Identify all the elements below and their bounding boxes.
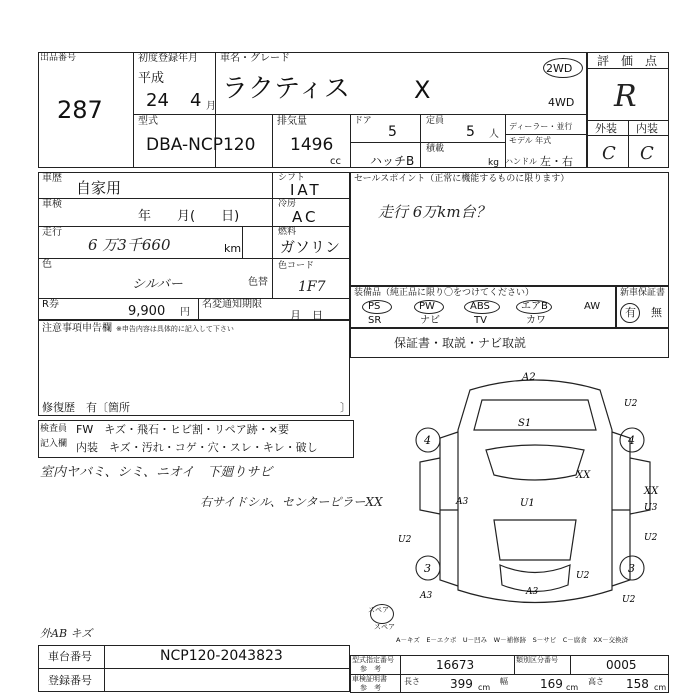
equip-pw: PW [419,301,435,312]
mileage-unit: km [224,242,242,255]
repair-close: 〕 [340,401,351,414]
color-change-label: 色替 [248,277,268,288]
class-label: 類別区分番号 [516,656,558,664]
cc-unit: cc [330,156,341,167]
lot-label: 出品番号 [40,53,77,63]
equip-navi: ナビ [420,315,440,326]
inspector-note3: 外AB キズ [40,627,93,640]
type-label: 型式 [138,116,158,127]
model-grade-label: 車名・グレード [220,53,290,64]
cm-1: cm [478,683,491,692]
reg-month: 4 [190,90,202,111]
recycle-label: R券 [42,299,59,310]
reg-no-label: 登録番号 [48,674,92,687]
history: 自家用 [76,179,122,197]
exterior-grade: C [602,143,616,164]
capacity: 5 [466,124,475,140]
height: 158 [626,677,649,691]
inspection-label: 車検 [42,199,62,210]
tire-fr: 4 [628,434,635,447]
type-code: DBA-NCP120 [146,135,256,155]
capacity-unit: 人 [489,129,499,140]
damage-legend: A－キズ E－エクボ U－凹み W－補修跡 S－サビ C－腐食 XX－交換済 [396,636,629,644]
ref-label-2: 参 考 [360,684,381,692]
ac: AC [292,208,319,226]
color-label: 色 [42,259,52,270]
reg-year: 24 [146,90,169,111]
history-label: 車歴 [42,173,62,184]
model-spec-label: 型式指定番号 [352,656,394,664]
mark-s1: S1 [518,418,532,429]
era: 平成 [138,71,165,86]
class-no: 0005 [606,658,637,672]
mark-a2: A2 [522,372,536,383]
lot-number: 287 [57,96,103,124]
mark-a3-left: A3 [456,497,469,507]
notice-subtitle: ※申告内容は具体的に記入して下さい [116,325,234,333]
fuel: ガソリン [280,238,341,256]
door-label: ドア [354,116,372,126]
displacement-label: 排気量 [277,116,307,127]
fuel-label: 燃料 [278,227,297,237]
inspector-row2: 内装 キズ・汚れ・コゲ・穴・スレ・キレ・破し [76,441,318,454]
equip-aw: AW [584,301,601,312]
warranty-yes: 有 [625,306,636,319]
shift: IAT [290,181,322,199]
recycle-unit: 円 [180,307,190,318]
mark-a3-rear: A3 [526,587,539,597]
width: 169 [540,677,563,691]
name-change: 月 日 [290,309,323,322]
inspector-label2: 記入欄 [40,439,68,449]
new-warranty-title: 新車保証書 [620,288,666,298]
sales-point-box [350,172,669,286]
chassis-label: 車台番号 [48,650,92,663]
model-spec: 16673 [436,658,475,672]
warranty-no: 無 [651,306,662,319]
inspector-row1: FW キズ・飛石・ヒビ割・リペア跡・×要 [76,423,289,436]
handle-value: 左・右 [540,155,573,168]
spare-mark: スペア [368,606,389,614]
inspection: 年 月( 日) [138,209,240,224]
mark-xx-2: XX [644,486,659,497]
model-year-label: モデル 年式 [509,136,552,145]
mark-u2-front: U2 [624,399,638,409]
sales-point-title: セールスポイント（正常に機能するものに限ります） [354,174,570,184]
inspector-label1: 検査員 [40,424,68,434]
tire-rl: 3 [424,562,431,575]
tire-rr: 3 [628,562,635,575]
dealer-label: ディーラー・並行 [509,122,573,131]
name-change-label: 名変通知期限 [202,299,262,310]
cm-3: cm [654,683,667,692]
color-code-label: 色コード [278,261,315,271]
mark-u1: U1 [520,498,535,509]
tire-fl: 4 [424,434,431,447]
grades-title: 評 価 点 [597,54,658,68]
mark-u2-rear-right: U2 [622,595,636,605]
repair-label: 修復歴 有〔箇所 [42,401,130,414]
drive-4wd: 4WD [548,96,575,109]
exterior-label: 外装 [595,122,617,135]
reg-label: 初度登録年月 [138,53,198,64]
doors: 5 [388,124,397,140]
mark-u3: U3 [644,503,658,513]
shift-label: シフト [278,173,306,183]
equip-airb: エアB [521,301,548,312]
car-diagram [400,370,670,635]
sales-point-note: 走行 6万km台？ [378,203,491,221]
recycle-amount: 9,900 [128,304,166,319]
mileage-label: 走行 [42,227,62,238]
drive-2wd: 2WD [546,62,573,75]
equip-tv: TV [474,315,487,326]
mark-xx-1: XX [576,470,591,481]
mark-a3-rear-left: A3 [420,591,433,601]
length-label: 長さ [404,677,420,686]
mark-u2-right: U2 [644,533,658,543]
inspector-note1: 室内ヤバミ、シミ、ニオイ 下廻りサビ [40,465,273,480]
displacement: 1496 [290,135,334,155]
cert-label: 車検証明書 [352,675,387,683]
equip-ps: PS [368,301,381,312]
month-unit: 月 [206,101,216,112]
ac-label: 冷房 [278,199,297,209]
interior-label: 内装 [636,122,658,135]
spare-label: スペア [374,623,395,631]
mileage: 6 万3千660 [88,236,171,254]
load-label: 積載 [426,144,445,154]
ref-label-1: 参 考 [360,665,381,673]
notice-title: 注意事項申告欄 [42,323,112,334]
inspector-note2: 右サイドシル、センターピラーXX [200,495,383,509]
equipment-title: 装備品（純正品に限り〇をつけてください） [354,288,535,298]
height-label: 高さ [588,677,604,686]
overall-grade: R [614,79,637,114]
capacity-label: 定員 [426,116,445,126]
chassis: NCP120-2043823 [160,648,283,664]
color-code: 1F7 [298,279,326,295]
interior-grade: C [640,143,654,164]
equip-sr: SR [368,315,382,326]
equip-abs: ABS [470,301,490,312]
car-name: ラクティス [222,74,350,104]
color: シルバー [132,277,183,292]
mark-u2-left: U2 [398,535,412,545]
cm-2: cm [566,683,579,692]
length: 399 [450,677,473,691]
mark-u2-rear: U2 [576,571,590,581]
grade: X [414,76,431,104]
body-shape: ハッチB [370,154,415,168]
handle-label: ハンドル [505,157,537,166]
equip-leather: カワ [526,315,546,326]
kg-unit: kg [488,158,499,168]
width-label: 幅 [500,677,508,686]
extra-line: 保証書・取説・ナビ取説 [394,336,527,350]
